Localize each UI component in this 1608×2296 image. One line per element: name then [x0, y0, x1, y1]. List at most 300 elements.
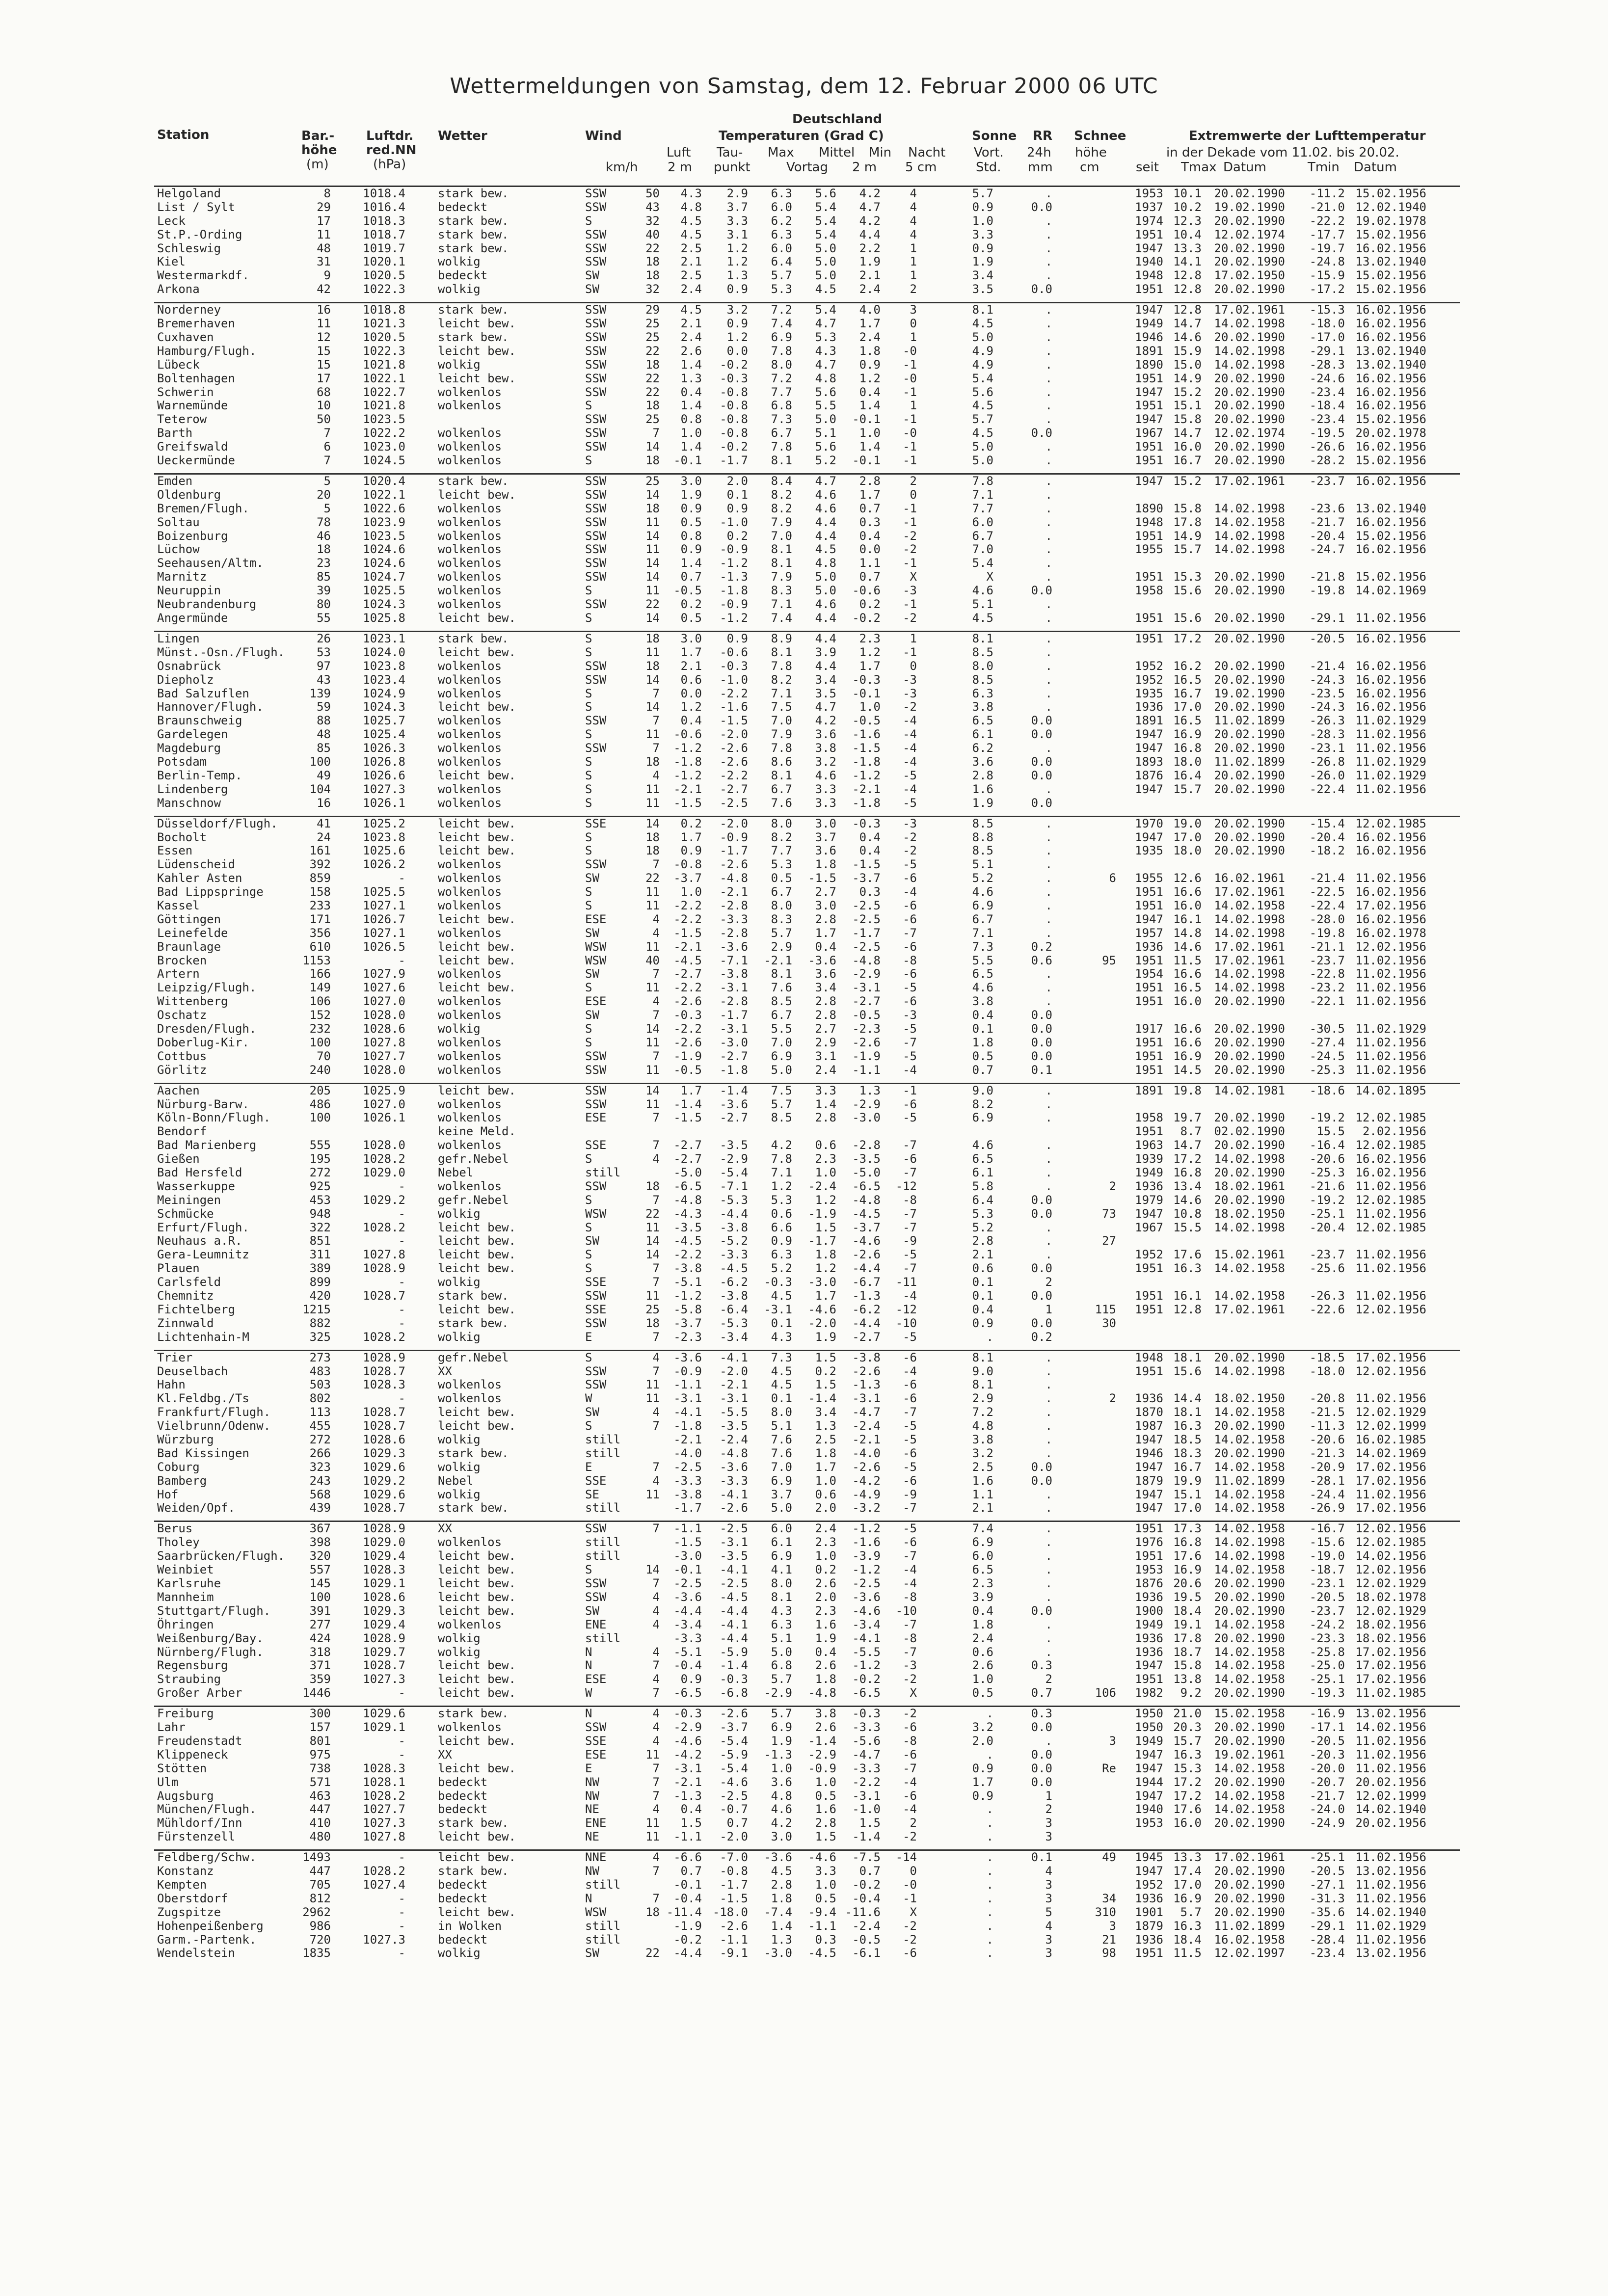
cell-temp-max: 4.3 [771, 1603, 792, 1618]
cell-seit: 1967 [1135, 426, 1163, 440]
cell-wind-speed: 4 [652, 926, 660, 940]
cell-sonne: 2.9 [972, 1391, 993, 1406]
cell-wetter: leicht bew. [438, 1220, 516, 1234]
cell-seit: 1951 [1135, 1672, 1163, 1686]
cell-sonne: 8.8 [972, 830, 993, 844]
cell-temp-taupunkt: -4.5 [720, 1261, 748, 1276]
cell-wind-dir: NNE [585, 1850, 607, 1865]
cell-tmax: 14.6 [1173, 1193, 1202, 1207]
cell-tmin-datum: 11.02.1985 [1355, 1686, 1426, 1700]
cell-luftdruck: 1024.5 [363, 454, 405, 468]
cell-tmax-datum: 20.02.1990 [1214, 1419, 1285, 1433]
cell-temp-mittel: 3.3 [815, 1083, 836, 1097]
cell-luftdruck: 1023.1 [363, 631, 405, 645]
cell-luftdruck: 1020.5 [363, 268, 405, 283]
cell-wetter: leicht bew. [438, 830, 516, 844]
cell-wetter: stark bew. [438, 474, 509, 488]
cell-temp-luft: -5.0 [673, 1166, 702, 1179]
table-row [154, 543, 1460, 557]
cell-bar-hoehe: 720 [309, 1932, 331, 1947]
cell-station: Boltenhagen [157, 371, 235, 385]
cell-tmin-datum: 14.02.1940 [1355, 1905, 1426, 1919]
cell-wetter: stark bew. [438, 1501, 509, 1515]
cell-sonne: 5.4 [972, 371, 993, 385]
cell-temp-luft: -1.9 [673, 1919, 702, 1933]
cell-temp-max: 5.7 [771, 1672, 792, 1686]
cell-tmax: 14.6 [1173, 939, 1202, 954]
cell-wind-dir: SSE [585, 1302, 607, 1316]
cell-temp-nacht: -4 [903, 754, 917, 769]
cell-bar-hoehe: 68 [317, 385, 331, 399]
cell-station: Leck [157, 214, 186, 228]
cell-temp-nacht: -5 [903, 1522, 917, 1536]
cell-sonne: 9.0 [972, 1083, 993, 1097]
cell-tmin: -19.0 [1309, 1549, 1345, 1563]
cell-sonne: . [986, 1905, 993, 1919]
cell-sonne: 0.4 [972, 1603, 993, 1618]
cell-luftdruck: 1027.3 [363, 1932, 405, 1947]
cell-tmax-datum: 14.02.1958 [1214, 1405, 1285, 1419]
cell-wind-speed: 4 [652, 768, 660, 782]
cell-temp-min: -1.9 [852, 1049, 881, 1063]
cell-bar-hoehe: 300 [309, 1707, 331, 1721]
cell-tmin-datum: 11.02.1956 [1355, 1063, 1426, 1077]
cell-wind-speed: 11 [645, 515, 660, 529]
cell-seit: 1951 [1135, 1049, 1163, 1063]
cell-temp-nacht: -8 [903, 1631, 917, 1645]
cell-wind-dir: SSW [585, 1378, 607, 1392]
cell-wetter: wolkig [438, 282, 481, 296]
cell-wetter: wolkenlos [438, 926, 502, 940]
cell-bar-hoehe: 1493 [302, 1850, 331, 1865]
cell-temp-luft: 0.4 [680, 1802, 702, 1816]
cell-temp-max: -0.3 [764, 1275, 792, 1289]
cell-temp-luft: 4.3 [680, 187, 702, 200]
cell-rr: 0.3 [1031, 1658, 1052, 1673]
cell-wind-speed: 11 [645, 796, 660, 810]
cell-tmax-datum: 14.02.1958 [1214, 1433, 1285, 1447]
cell-temp-nacht: -7 [903, 1645, 917, 1659]
cell-wind-dir: still [585, 1631, 621, 1645]
cell-temp-nacht: -6 [903, 967, 917, 981]
cell-temp-mittel: 1.8 [815, 1446, 836, 1460]
cell-tmax: 12.8 [1173, 303, 1202, 317]
cell-station: Straubing [157, 1672, 221, 1686]
cell-tmax: 15.9 [1173, 344, 1202, 358]
cell-temp-max: 4.1 [771, 1563, 792, 1577]
cell-temp-min: 4.2 [859, 214, 881, 228]
cell-luftdruck: 1029.0 [363, 1535, 405, 1549]
cell-temp-nacht: -3 [903, 1658, 917, 1673]
cell-luftdruck: 1027.6 [363, 981, 405, 995]
cell-wind-dir: W [585, 1686, 592, 1700]
cell-temp-taupunkt: -2.0 [720, 1830, 748, 1844]
cell-bar-hoehe: 157 [309, 1720, 331, 1735]
cell-temp-taupunkt: -2.7 [720, 1111, 748, 1125]
cell-wind-dir: SSW [585, 303, 607, 317]
cell-wetter: wolkig [438, 1206, 481, 1221]
cell-station: Plauen [157, 1261, 200, 1276]
cell-bar-hoehe: 266 [309, 1446, 331, 1460]
table-row [154, 1577, 1460, 1591]
cell-rr: 4 [1045, 1864, 1052, 1878]
cell-wind-dir: S [585, 885, 592, 899]
cell-temp-mittel: 1.7 [815, 926, 836, 940]
cell-temp-taupunkt: -0.9 [720, 597, 748, 612]
table-row [154, 1139, 1460, 1152]
cell-temp-min: -3.3 [852, 1720, 881, 1735]
cell-sonne: 1.6 [972, 782, 993, 796]
cell-temp-min: 2.3 [859, 631, 881, 645]
table-row [154, 885, 1460, 899]
cell-luftdruck: 1025.9 [363, 1083, 405, 1097]
cell-bar-hoehe: 948 [309, 1206, 331, 1221]
table-row [154, 1816, 1460, 1830]
cell-seit: 1952 [1135, 1877, 1163, 1892]
cell-tmax-datum: 20.02.1990 [1214, 1350, 1285, 1364]
cell-temp-luft: 1.9 [680, 487, 702, 502]
cell-rr: . [1045, 1097, 1052, 1111]
cell-temp-luft: -1.5 [673, 1535, 702, 1549]
cell-temp-mittel: 4.6 [815, 597, 836, 612]
cell-tmax: 18.4 [1173, 1932, 1202, 1947]
cell-tmin: -25.0 [1309, 1658, 1345, 1673]
cell-wind-speed: 22 [645, 1206, 660, 1221]
cell-temp-max: 6.7 [771, 782, 792, 796]
cell-temp-nacht: -11 [895, 1275, 917, 1289]
cell-tmin-datum: 16.02.1956 [1355, 399, 1426, 413]
cell-temp-max: 7.8 [771, 1152, 792, 1166]
cell-wetter: leicht bew. [438, 1405, 516, 1419]
cell-temp-taupunkt: -1.7 [720, 1877, 748, 1892]
cell-temp-mittel: 4.6 [815, 501, 836, 515]
cell-temp-nacht: 3 [910, 303, 917, 317]
cell-wind-dir: N [585, 1658, 592, 1673]
cell-wetter: wolkig [438, 1946, 481, 1960]
cell-temp-nacht: X [910, 1905, 917, 1919]
cell-temp-mittel: 2.9 [815, 1035, 836, 1049]
header-ext2: in der Dekade vom 11.02. bis 20.02. [1166, 145, 1399, 160]
cell-station: Brocken [157, 953, 207, 967]
cell-sonne: 0.4 [972, 1302, 993, 1316]
cell-tmax-datum: 20.02.1990 [1214, 1035, 1285, 1049]
cell-bar-hoehe: 367 [309, 1522, 331, 1536]
cell-wind-dir: SSW [585, 556, 607, 570]
cell-temp-nacht: -4 [903, 885, 917, 899]
cell-luftdruck: 1029.6 [363, 1707, 405, 1721]
cell-temp-max: 5.7 [771, 926, 792, 940]
cell-temp-nacht: -6 [903, 1391, 917, 1406]
cell-seit: 1947 [1135, 1433, 1163, 1447]
cell-tmax-datum: 14.02.1998 [1214, 1152, 1285, 1166]
cell-tmax: 15.7 [1173, 782, 1202, 796]
cell-station: Doberlug-Kir. [157, 1035, 249, 1049]
cell-tmax: 17.2 [1173, 1775, 1202, 1789]
cell-temp-taupunkt: -18.0 [712, 1905, 748, 1919]
cell-temp-luft: 2.1 [680, 317, 702, 331]
cell-temp-luft: 1.4 [680, 357, 702, 372]
cell-bar-hoehe: 158 [309, 885, 331, 899]
cell-luftdruck: 1028.1 [363, 1775, 405, 1789]
cell-tmax: 19.1 [1173, 1617, 1202, 1631]
cell-seit: 1951 [1135, 1522, 1163, 1536]
cell-tmin: -21.4 [1309, 871, 1345, 885]
cell-sonne: 4.5 [972, 399, 993, 413]
cell-temp-max: 8.1 [771, 645, 792, 659]
cell-temp-mittel: -1.9 [808, 1206, 836, 1221]
cell-temp-mittel: 4.4 [815, 611, 836, 625]
cell-temp-mittel: -2.4 [808, 1179, 836, 1193]
cell-tmax: 12.8 [1173, 1302, 1202, 1316]
cell-wind-speed: 29 [645, 303, 660, 317]
cell-wind-dir: S [585, 796, 592, 810]
cell-station: Frankfurt/Flugh. [157, 1405, 271, 1419]
cell-temp-luft: -3.1 [673, 1761, 702, 1775]
cell-temp-mittel: 4.7 [815, 357, 836, 372]
cell-tmax: 11.5 [1173, 1946, 1202, 1960]
weather-table [154, 107, 1460, 1966]
cell-rr: 0.0 [1031, 1747, 1052, 1762]
cell-wind-speed: 11 [645, 542, 660, 557]
cell-rr: . [1045, 844, 1052, 858]
cell-temp-luft: 3.0 [680, 474, 702, 488]
cell-wetter: XX [438, 1747, 452, 1762]
cell-temp-nacht: -6 [903, 1446, 917, 1460]
cell-station: Manschnow [157, 796, 221, 810]
cell-temp-max: 6.8 [771, 1658, 792, 1673]
cell-wind-dir: SSW [585, 385, 607, 399]
cell-bar-hoehe: 882 [309, 1316, 331, 1330]
cell-sonne: 5.7 [972, 412, 993, 427]
cell-tmin: -26.8 [1309, 754, 1345, 769]
cell-temp-max: 7.8 [771, 659, 792, 673]
cell-temp-luft: -2.6 [673, 1035, 702, 1049]
cell-temp-mittel: -1.4 [808, 1734, 836, 1748]
cell-station: Essen [157, 844, 193, 858]
cell-bar-hoehe: 240 [309, 1063, 331, 1077]
cell-station: Bendorf [157, 1124, 207, 1139]
cell-wetter: leicht bew. [438, 645, 516, 659]
cell-schnee: 49 [1102, 1850, 1116, 1865]
cell-temp-mittel: 0.5 [815, 1789, 836, 1803]
header-sonne3: Std. [976, 160, 1001, 175]
cell-bar-hoehe: 8 [323, 187, 331, 200]
cell-temp-luft: -3.3 [673, 1631, 702, 1645]
cell-station: Lingen [157, 631, 200, 645]
cell-wind-speed: 14 [645, 556, 660, 570]
cell-tmin: -19.8 [1309, 926, 1345, 940]
cell-temp-min: -1.2 [852, 1658, 881, 1673]
table-row [154, 1933, 1460, 1947]
table-row [154, 372, 1460, 386]
cell-luftdruck: 1022.2 [363, 426, 405, 440]
cell-temp-max: 6.9 [771, 1720, 792, 1735]
cell-temp-nacht: -9 [903, 1487, 917, 1501]
cell-luftdruck: 1028.0 [363, 1063, 405, 1077]
cell-temp-luft: -2.1 [673, 939, 702, 954]
cell-rr: 0.0 [1031, 1460, 1052, 1474]
cell-temp-luft: 0.5 [680, 611, 702, 625]
cell-temp-taupunkt: -1.2 [720, 556, 748, 570]
cell-temp-mittel: 1.9 [815, 1330, 836, 1344]
cell-temp-taupunkt: 3.2 [726, 303, 748, 317]
cell-wind-dir: S [585, 454, 592, 468]
cell-wind-dir: ESE [585, 1111, 607, 1125]
cell-temp-mittel: 0.4 [815, 1645, 836, 1659]
cell-luftdruck: 1024.7 [363, 570, 405, 584]
cell-temp-luft: -2.2 [673, 912, 702, 926]
cell-temp-nacht: -6 [903, 1378, 917, 1392]
cell-bar-hoehe: 85 [317, 570, 331, 584]
cell-station: Aachen [157, 1083, 200, 1097]
cell-temp-max: 6.9 [771, 1473, 792, 1488]
cell-tmin-datum: 11.02.1956 [1355, 1261, 1426, 1276]
cell-wind-dir: S [585, 399, 592, 413]
cell-bar-hoehe: 100 [309, 754, 331, 769]
cell-wind-speed: 11 [645, 1063, 660, 1077]
cell-luftdruck: 1029.7 [363, 1645, 405, 1659]
cell-bar-hoehe: 1153 [302, 953, 331, 967]
cell-bar-hoehe: 420 [309, 1289, 331, 1303]
cell-tmin-datum: 13.02.1956 [1355, 1946, 1426, 1960]
cell-wetter: wolkenlos [438, 782, 502, 796]
cell-sonne: 4.9 [972, 344, 993, 358]
cell-bar-hoehe: 232 [309, 1021, 331, 1036]
cell-temp-max: 8.0 [771, 1405, 792, 1419]
cell-station: Deuselbach [157, 1364, 228, 1378]
cell-tmax-datum: 14.02.1998 [1214, 317, 1285, 331]
table-row [154, 1474, 1460, 1488]
table-row [154, 399, 1460, 413]
cell-station: Mannheim [157, 1590, 214, 1604]
cell-wind-speed: 4 [652, 1672, 660, 1686]
cell-wind-speed: 18 [645, 268, 660, 283]
cell-temp-nacht: -2 [903, 1932, 917, 1947]
cell-temp-mittel: 0.6 [815, 1138, 836, 1152]
cell-temp-max: 8.1 [771, 454, 792, 468]
cell-sonne: 0.6 [972, 1261, 993, 1276]
cell-tmin-datum: 11.02.1956 [1355, 727, 1426, 742]
cell-rr: . [1045, 1111, 1052, 1125]
header-schnee3: cm [1080, 160, 1099, 175]
cell-luftdruck: 1027.1 [363, 926, 405, 940]
cell-tmax-datum: 20.02.1990 [1214, 768, 1285, 782]
cell-temp-max: 6.7 [771, 426, 792, 440]
cell-tmin-datum: 16.02.1956 [1355, 672, 1426, 687]
cell-wind-dir: SSW [585, 1720, 607, 1735]
cell-sonne: 1.1 [972, 1487, 993, 1501]
cell-seit: 1947 [1135, 1501, 1163, 1515]
cell-temp-min: 0.3 [859, 885, 881, 899]
cell-temp-nacht: -2 [903, 844, 917, 858]
cell-temp-max: 6.9 [771, 330, 792, 345]
cell-tmin: -20.5 [1309, 1590, 1345, 1604]
cell-schnee: 6 [1109, 871, 1116, 885]
cell-temp-taupunkt: -3.1 [720, 981, 748, 995]
cell-rr: 2 [1045, 1672, 1052, 1686]
cell-tmin-datum: 11.02.1956 [1355, 611, 1426, 625]
cell-seit: 1936 [1135, 1391, 1163, 1406]
cell-tmin: -23.4 [1309, 1946, 1345, 1960]
cell-temp-taupunkt: -0.3 [720, 659, 748, 673]
cell-rr: . [1045, 857, 1052, 872]
table-row [154, 1125, 1460, 1139]
cell-wetter: leicht bew. [438, 700, 516, 714]
cell-tmax: 16.6 [1173, 967, 1202, 981]
table-row [154, 345, 1460, 358]
cell-seit: 1947 [1135, 1460, 1163, 1474]
cell-luftdruck: 1026.7 [363, 912, 405, 926]
cell-temp-max: 4.5 [771, 1364, 792, 1378]
cell-tmax-datum: 20.02.1990 [1214, 440, 1285, 454]
cell-seit: 1936 [1135, 939, 1163, 954]
cell-wetter: wolkenlos [438, 714, 502, 728]
cell-seit: 1951 [1135, 981, 1163, 995]
cell-temp-min: -2.6 [852, 1460, 881, 1474]
cell-rr: . [1045, 344, 1052, 358]
cell-temp-max: 7.8 [771, 344, 792, 358]
cell-temp-mittel: 3.3 [815, 782, 836, 796]
cell-rr: . [1045, 1419, 1052, 1433]
cell-temp-nacht: -7 [903, 1206, 917, 1221]
cell-temp-luft: 0.0 [680, 686, 702, 700]
cell-wetter: wolkenlos [438, 1617, 502, 1631]
cell-wind-dir: SSW [585, 200, 607, 214]
table-header [154, 107, 1460, 186]
cell-wind-speed: 11 [645, 885, 660, 899]
cell-temp-mittel: 2.6 [815, 1658, 836, 1673]
cell-temp-nacht: -4 [903, 727, 917, 742]
cell-temp-luft: 0.4 [680, 714, 702, 728]
cell-tmax-datum: 14.02.1958 [1214, 1261, 1285, 1276]
cell-temp-min: -1.5 [852, 741, 881, 755]
cell-temp-luft: -1.7 [673, 1501, 702, 1515]
cell-tmax-datum: 11.02.1899 [1214, 714, 1285, 728]
cell-rr: 0.0 [1031, 1775, 1052, 1789]
cell-seit: 1947 [1135, 1206, 1163, 1221]
cell-temp-max: 7.0 [771, 1035, 792, 1049]
cell-temp-max: 7.8 [771, 741, 792, 755]
cell-temp-taupunkt: 3.3 [726, 214, 748, 228]
cell-temp-nacht: -5 [903, 1433, 917, 1447]
cell-temp-mittel: 2.8 [815, 994, 836, 1009]
cell-temp-nacht: -7 [903, 1220, 917, 1234]
cell-temp-taupunkt: -7.1 [720, 1179, 748, 1193]
cell-tmin-datum: 12.02.1985 [1355, 816, 1426, 830]
cell-temp-luft: -0.5 [673, 1063, 702, 1077]
cell-wetter: wolkenlos [438, 385, 502, 399]
table-row [154, 728, 1460, 742]
cell-luftdruck: 1025.5 [363, 584, 405, 598]
cell-tmax: 12.3 [1173, 214, 1202, 228]
cell-rr: . [1045, 1617, 1052, 1631]
cell-temp-min: -3.1 [852, 981, 881, 995]
cell-tmin-datum: 13.02.1956 [1355, 1707, 1426, 1721]
cell-wind-dir: S [585, 1220, 592, 1234]
cell-temp-taupunkt: 0.2 [726, 529, 748, 543]
cell-bar-hoehe: 12 [317, 330, 331, 345]
cell-wind-speed: 22 [645, 597, 660, 612]
cell-sonne: 8.2 [972, 1097, 993, 1111]
cell-temp-max: 1.8 [771, 1891, 792, 1905]
cell-tmax-datum: 14.02.1998 [1214, 1535, 1285, 1549]
cell-rr: 3 [1045, 1816, 1052, 1830]
cell-temp-nacht: -3 [903, 816, 917, 830]
cell-temp-max: -2.1 [764, 953, 792, 967]
cell-temp-luft: 0.8 [680, 529, 702, 543]
cell-luftdruck: 1018.7 [363, 227, 405, 241]
cell-tmin: -23.4 [1309, 412, 1345, 427]
